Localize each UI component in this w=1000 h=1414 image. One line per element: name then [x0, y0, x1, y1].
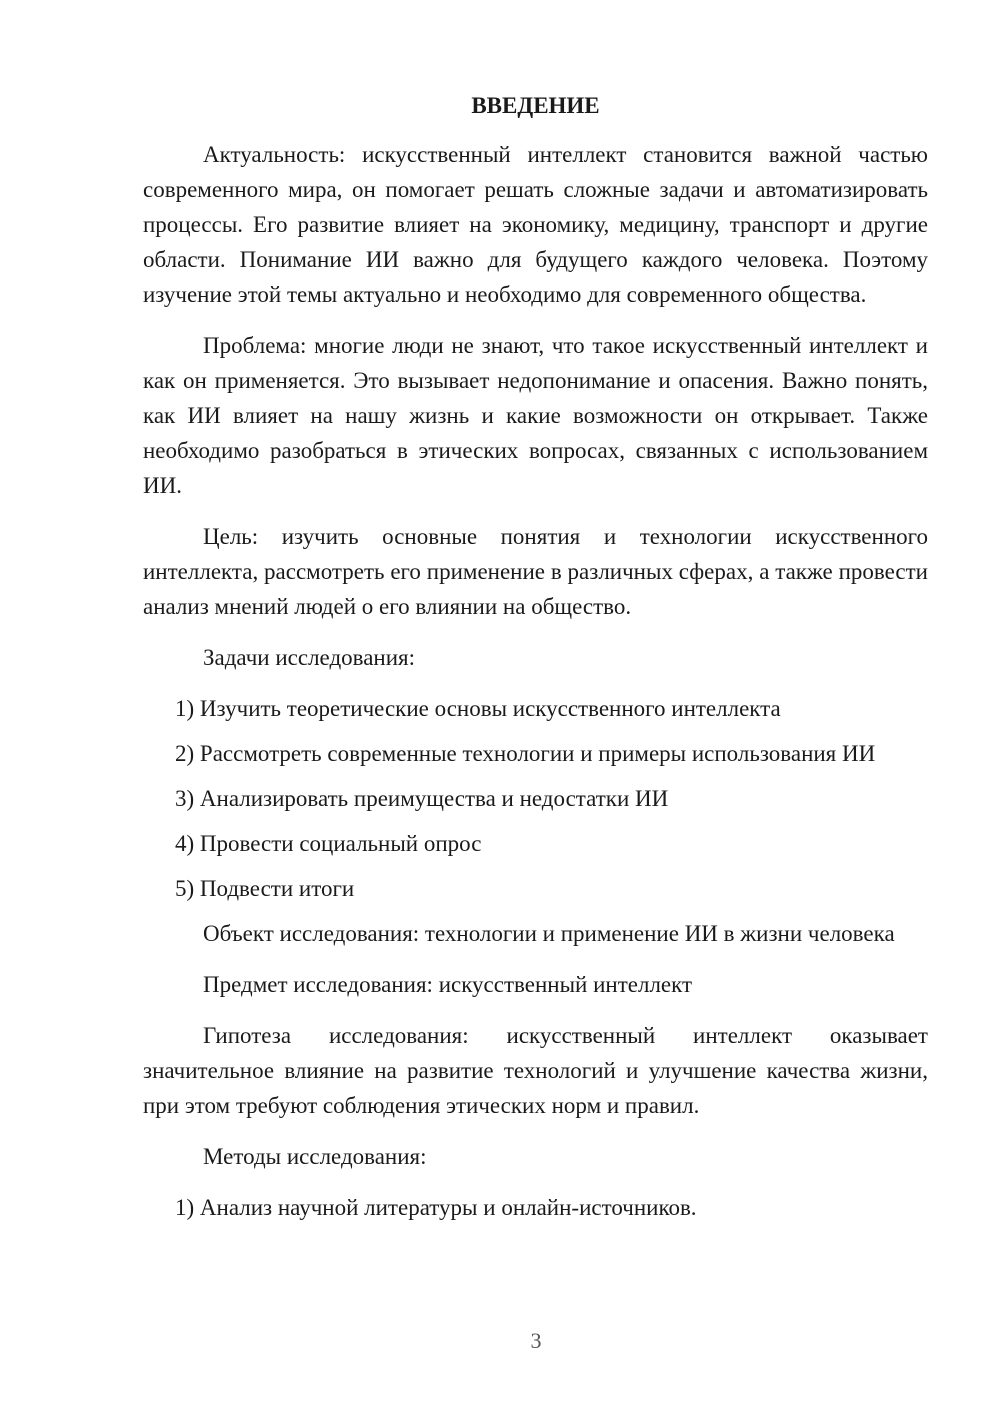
tasks-heading: Задачи исследования: — [203, 645, 416, 670]
list-item-method-1: 1) Анализ научной литературы и онлайн-источников. — [175, 1195, 697, 1220]
page-number: 3 — [530, 1328, 542, 1353]
paragraph-relevance: Актуальность: искусственный интеллект становится важной частью современного мира, он помогает решать сложные задачи и автоматизировать процессы. Его развитие влияет на экономику, медицину, транспорт и другие области. Понимание ИИ важно для будущего каждого человека. Поэтому изучение этой темы актуально и необходимо для современного общества. — [143, 142, 928, 307]
document-page — [143, 88, 928, 1235]
paragraph-goal: Цель: изучить основные понятия и технологии искусственного интеллекта, рассмотреть его применение в различных сферах, а также провести анализ мнений людей о его влиянии на общество. — [143, 524, 928, 619]
paragraph-problem: Проблема: многие люди не знают, что такое искусственный интеллект и как он применяется. Это вызывает недопонимание и опасения. Важно понять, как ИИ влияет на нашу жизнь и какие возможности он открывает. Также необходимо разобраться в этических вопросах, связанных с использованием ИИ. — [143, 333, 928, 498]
paragraph-object: Объект исследования: технологии и применение ИИ в жизни человека — [203, 921, 895, 946]
list-item-task-2: 2) Рассмотреть современные технологии и примеры использования ИИ — [175, 741, 876, 766]
list-item-task-3: 3) Анализировать преимущества и недостатки ИИ — [175, 786, 669, 811]
methods-heading: Методы исследования: — [203, 1144, 427, 1169]
paragraph-hypothesis: Гипотеза исследования: искусственный интеллект оказывает значительное влияние на развитие технологий и улучшение качества жизни, при этом требуют соблюдения этических норм и правил. — [143, 1023, 928, 1118]
list-item-task-1: 1) Изучить теоретические основы искусственного интеллекта — [175, 696, 781, 721]
list-item-task-4: 4) Провести социальный опрос — [175, 831, 482, 856]
page-title: ВВЕДЕНИЕ — [471, 93, 600, 118]
list-item-task-5: 5) Подвести итоги — [175, 876, 355, 901]
paragraph-subject: Предмет исследования: искусственный интеллект — [203, 972, 693, 997]
